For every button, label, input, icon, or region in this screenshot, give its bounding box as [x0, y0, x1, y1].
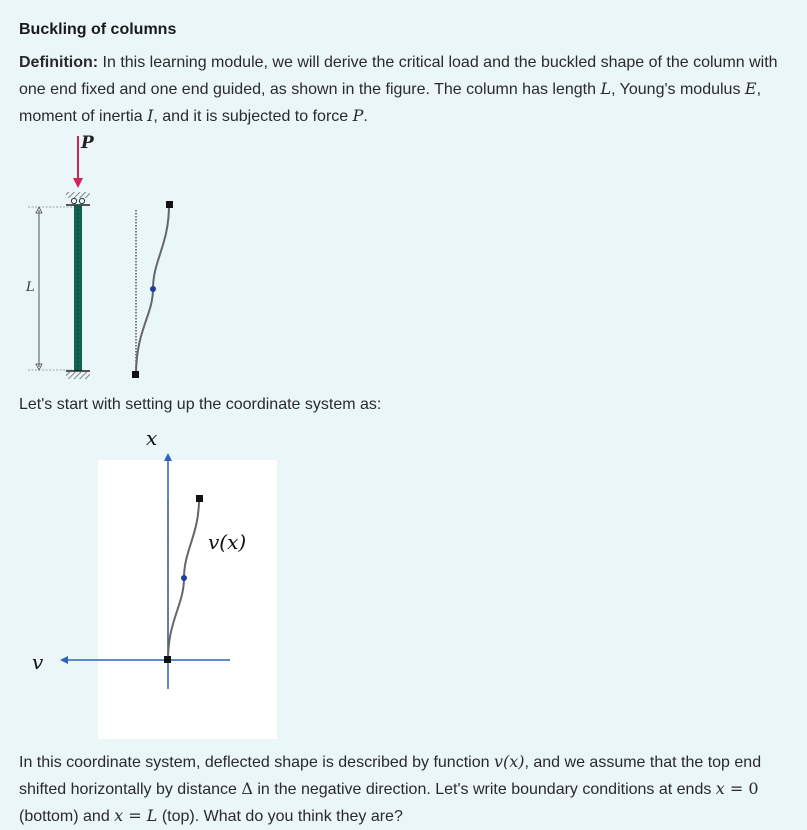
definition-paragraph: [19, 50, 789, 130]
x-axis-arrow: [164, 453, 172, 461]
x-equals-zero: = 0: [724, 779, 759, 798]
x-variable-bottom: x: [715, 779, 725, 798]
force-label: P: [81, 133, 94, 153]
column-figure: [0, 130, 220, 385]
closing-text-1: In this coordinate system, deflected shape is described by function: [19, 754, 494, 771]
definition-text-3: , moment of inertia: [19, 81, 762, 125]
bottom-support-hatch: [66, 372, 90, 379]
closing-text-3: in the negative direction. Let's write boundary conditions at ends: [252, 781, 716, 798]
bottom-node: [132, 371, 139, 378]
v-axis-arrow: [60, 656, 68, 664]
x-variable-top: x: [114, 806, 124, 825]
roller-left: [71, 198, 76, 203]
inflection-point: [150, 286, 156, 292]
definition-text-4: , and it is subjected to force: [153, 108, 353, 125]
boundary-conditions-paragraph: [19, 749, 789, 830]
definition-text-5: .: [363, 108, 368, 125]
length-symbol: L: [600, 79, 612, 98]
delta-symbol: Δ: [241, 779, 253, 798]
deflection-function: v(x): [493, 752, 525, 771]
closing-text-2: , and we assume that the top end shifted horizontally by distance: [19, 754, 762, 798]
top-node: [196, 495, 203, 502]
x-equals: =: [123, 806, 147, 825]
definition-label: Definition:: [19, 54, 99, 71]
top-node: [166, 201, 173, 208]
page-title: Buckling of columns: [19, 21, 177, 38]
force-arrow-head: [73, 178, 83, 188]
roller-right: [79, 198, 84, 203]
v-axis-label: v: [32, 650, 44, 674]
inflection-point: [181, 575, 187, 581]
plot-background: [98, 460, 277, 739]
definition-text-1: In this learning module, we will derive the critical load and the buckled shape of the column with one end fixed and one end guided, as shown in the figure. The column has length: [19, 54, 778, 98]
origin-node: [164, 656, 171, 663]
closing-text-5: (top). What do you think they are?: [157, 808, 403, 825]
x-equals-L: L: [146, 806, 158, 825]
closing-text-4: (bottom) and: [19, 808, 115, 825]
definition-text-2: , Young's modulus: [611, 81, 745, 98]
inertia-symbol: I: [147, 106, 154, 125]
top-support-hatch: [66, 192, 90, 198]
youngs-modulus-symbol: E: [744, 79, 757, 98]
x-axis-label: x: [146, 426, 158, 450]
coordinate-figure: [0, 425, 300, 745]
curve-label: v(x): [208, 530, 247, 554]
force-symbol: P: [352, 106, 364, 125]
coordinate-intro: Let's start with setting up the coordinate system as:: [19, 396, 382, 413]
length-label: L: [26, 280, 35, 295]
